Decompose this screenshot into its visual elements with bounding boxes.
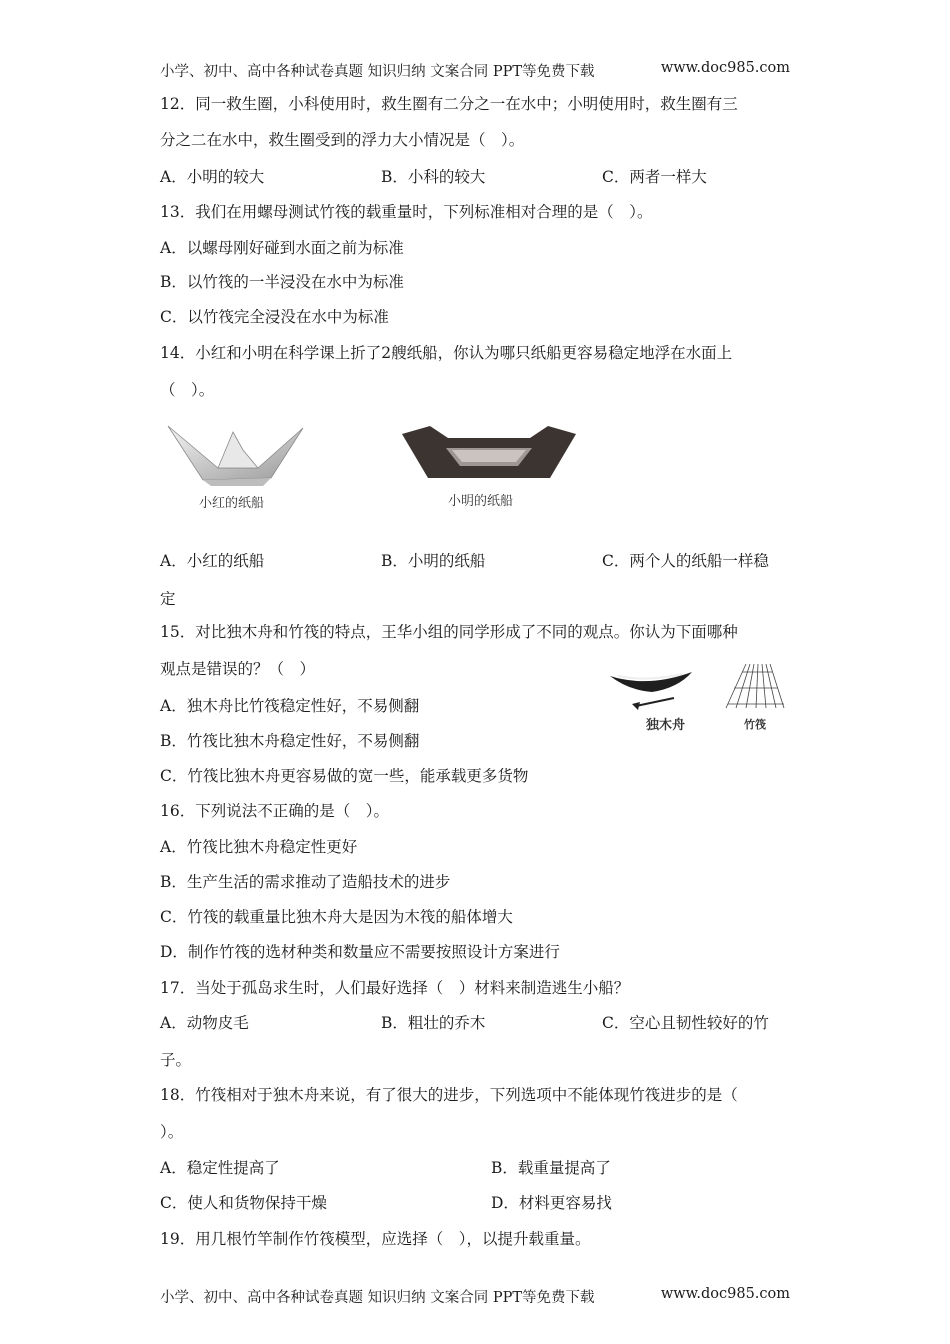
q13-option-c[interactable]: C．以竹筏完全浸没在水中为标准 xyxy=(160,308,389,326)
footer-text: 小学、初中、高中各种试卷真题 知识归纳 文案合同 PPT等免费下载 xyxy=(160,1290,595,1306)
q16-option-d[interactable]: D．制作竹筏的选材种类和数量应不需要按照设计方案进行 xyxy=(160,943,560,961)
header-site-link[interactable]: www.doc985.com xyxy=(660,60,790,76)
q18-stem-line2: ）。 xyxy=(160,1123,184,1141)
q16-option-a[interactable]: A．竹筏比独木舟稳定性更好 xyxy=(160,838,358,856)
header-text: 小学、初中、高中各种试卷真题 知识归纳 文案合同 PPT等免费下载 xyxy=(160,64,595,80)
page-footer xyxy=(160,1286,790,1307)
q19-stem: 19．用几根竹竿制作竹筏模型，应选择（ ），以提升载重量。 xyxy=(160,1230,591,1248)
q14-option-a[interactable]: A．小红的纸船 xyxy=(160,552,265,570)
q12-option-c[interactable]: C．两者一样大 xyxy=(602,168,707,186)
q13-option-b[interactable]: B．以竹筏的一半浸没在水中为标准 xyxy=(160,273,404,291)
q15-stem-line1: 15．对比独木舟和竹筏的特点，王华小组的同学形成了不同的观点。你认为下面哪种 xyxy=(160,623,738,641)
q18-stem-line1: 18．竹筏相对于独木舟来说，有了很大的进步，下列选项中不能体现竹筏进步的是（ xyxy=(160,1086,738,1104)
q15-option-a[interactable]: A．独木舟比竹筏稳定性好，不易侧翻 xyxy=(160,697,420,715)
q18-option-a[interactable]: A．稳定性提高了 xyxy=(160,1159,280,1177)
q12-stem-line1: 12．同一救生圈，小科使用时，救生圈有二分之一在水中；小明使用时，救生圈有三 xyxy=(160,95,738,113)
q15-stem-line2: 观点是错误的？（ ） xyxy=(160,660,316,678)
q13-stem: 13．我们在用螺母测试竹筏的载重量时，下列标准相对合理的是（ ）。 xyxy=(160,203,653,221)
q18-option-d[interactable]: D．材料更容易找 xyxy=(491,1194,612,1212)
q12-stem-line2: 分之二在水中，救生圈受到的浮力大小情况是（ ）。 xyxy=(160,131,525,149)
brown-boat-caption: 小明的纸船 xyxy=(448,494,514,509)
q17-option-a[interactable]: A．动物皮毛 xyxy=(160,1014,249,1032)
canoe-caption: 独木舟 xyxy=(646,718,686,733)
q14-stem-line1: 14．小红和小明在科学课上折了2艘纸船，你认为哪只纸船更容易稳定地浮在水面上 xyxy=(160,344,733,362)
q14-stem-line2: （ ）。 xyxy=(160,381,215,399)
footer-site-link[interactable]: www.doc985.com xyxy=(660,1286,790,1302)
white-paper-boat-image xyxy=(163,418,308,518)
q17-option-c-continued: 子。 xyxy=(160,1051,192,1069)
raft-caption: 竹筏 xyxy=(744,718,766,731)
canoe-raft-image xyxy=(608,662,788,734)
q14-option-c[interactable]: C．两个人的纸船一样稳 xyxy=(602,552,769,570)
q16-option-c[interactable]: C．竹筏的载重量比独木舟大是因为木筏的船体增大 xyxy=(160,908,513,926)
q16-stem: 16．下列说法不正确的是（ ）。 xyxy=(160,802,389,820)
q14-option-b[interactable]: B．小明的纸船 xyxy=(381,552,486,570)
q17-stem: 17．当处于孤岛求生时，人们最好选择（ ）材料来制造逃生小船？ xyxy=(160,979,630,997)
q16-option-b[interactable]: B．生产生活的需求推动了造船技术的进步 xyxy=(160,873,451,891)
q12-option-a[interactable]: A．小明的较大 xyxy=(160,168,265,186)
page-header xyxy=(160,60,790,81)
q18-option-b[interactable]: B．载重量提高了 xyxy=(491,1159,611,1177)
q18-option-c[interactable]: C．使人和货物保持干燥 xyxy=(160,1194,327,1212)
q15-option-c[interactable]: C．竹筏比独木舟更容易做的宽一些，能承载更多货物 xyxy=(160,767,529,785)
white-boat-caption: 小红的纸船 xyxy=(199,496,265,511)
q12-option-b[interactable]: B．小科的较大 xyxy=(381,168,486,186)
q14-option-c-continued: 定 xyxy=(160,590,176,608)
q17-option-b[interactable]: B．粗壮的乔木 xyxy=(381,1014,486,1032)
q15-option-b[interactable]: B．竹筏比独木舟稳定性好，不易侧翻 xyxy=(160,732,420,750)
brown-paper-boat-image xyxy=(400,420,578,515)
q13-option-a[interactable]: A．以螺母刚好碰到水面之前为标准 xyxy=(160,239,404,257)
q17-option-c[interactable]: C．空心且韧性较好的竹 xyxy=(602,1014,769,1032)
